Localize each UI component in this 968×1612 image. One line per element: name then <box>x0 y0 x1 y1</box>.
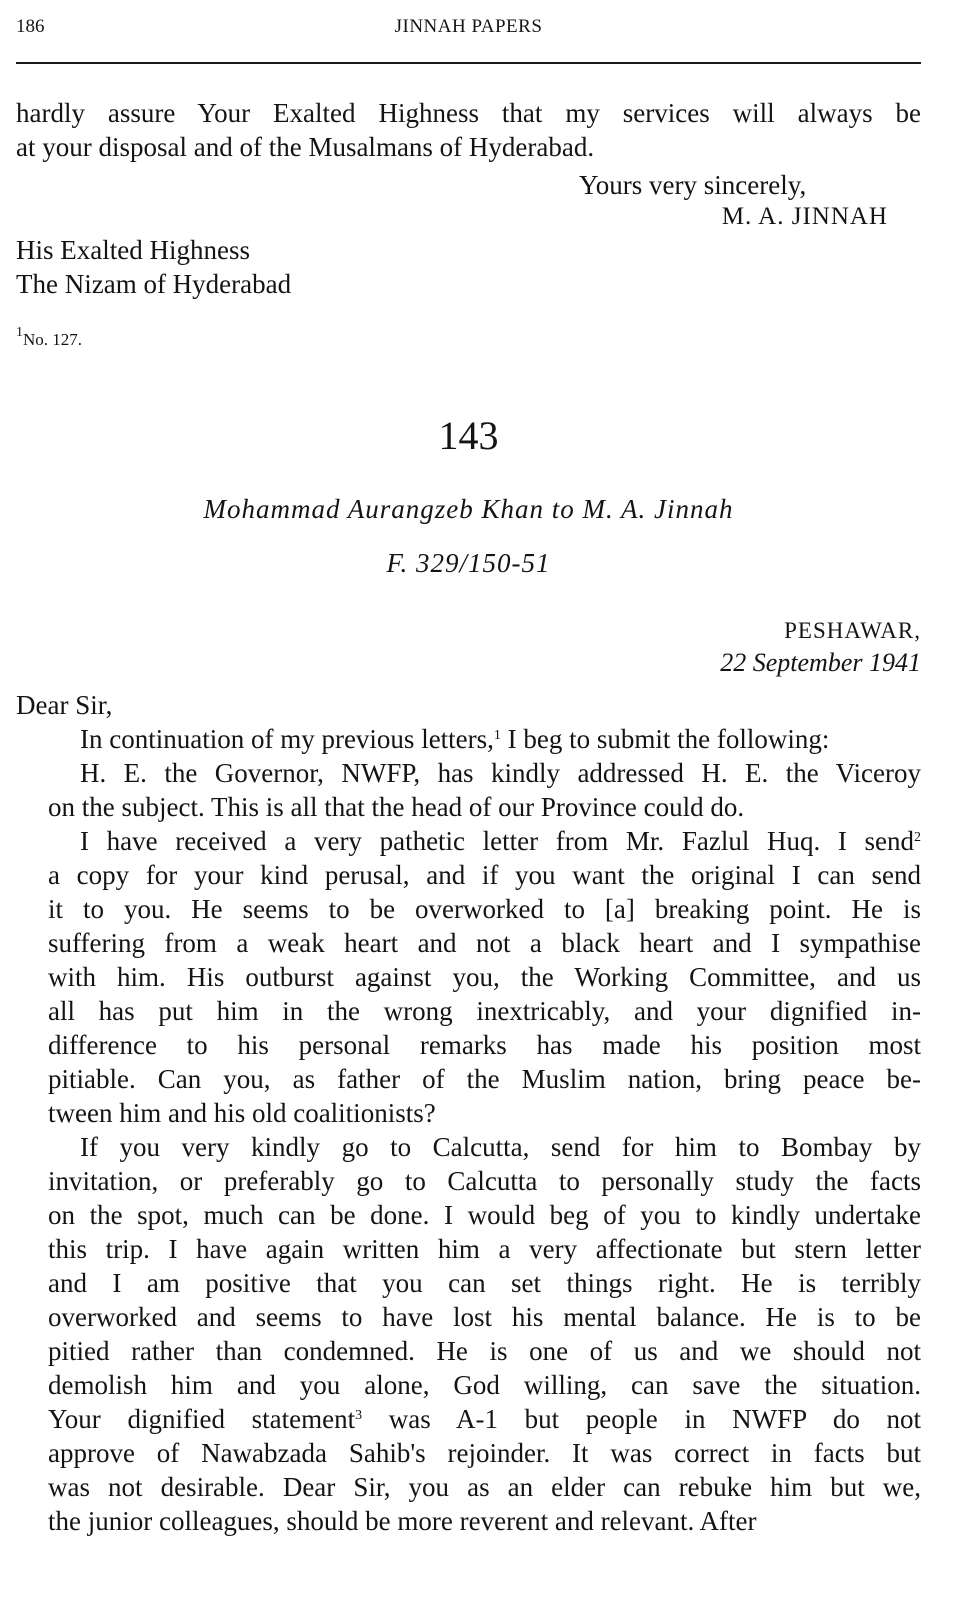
footnote-text: No. 127. <box>23 330 83 349</box>
text-segment: I beg to submit the following: <box>500 724 830 754</box>
text-segment: In continuation of my previous letters, <box>80 724 494 754</box>
addressee-line: The Nizam of Hyderabad <box>16 269 292 299</box>
file-reference: F. 329/150-51 <box>386 548 551 578</box>
text-line: at your disposal and of the Musalmans of Hyderabad. <box>16 132 595 162</box>
text-line <box>16 1028 921 1062</box>
text-line <box>16 1368 921 1402</box>
letter-paragraph <box>16 824 921 1130</box>
text-segment: pitiable. Can you, as father of the Muslim nation, bring peace be- <box>48 1064 921 1094</box>
text-segment: I have received a very pathetic letter from Mr. Fazlul Huq. I send <box>80 826 914 856</box>
footnote-reference: 1 <box>493 728 501 743</box>
header-rule <box>16 62 921 64</box>
footnote <box>16 325 83 350</box>
text-line <box>16 1232 921 1266</box>
text-line <box>16 824 921 858</box>
text-segment: pitied rather than condemned. He is one of us and we should not <box>48 1336 921 1366</box>
text-line <box>16 858 921 892</box>
text-segment: it to you. He seems to be overworked to [a] breaking point. He is <box>48 894 921 924</box>
text-segment: with him. His outburst against you, the Working Committee, and us <box>48 962 921 992</box>
text-line <box>16 1198 921 1232</box>
running-head <box>16 16 921 44</box>
text-line <box>16 722 921 756</box>
text-segment: was not desirable. Dear Sir, you as an elder can rebuke him but we, <box>48 1472 921 1502</box>
footnote-marker: 1 <box>16 325 23 340</box>
text-line <box>16 1300 921 1334</box>
page-number: 186 <box>16 16 45 37</box>
text-segment: on the subject. This is all that the head of our Province could do. <box>48 792 745 822</box>
text-segment: this trip. I have again written him a very affectionate but stern letter <box>48 1234 921 1264</box>
letter-paragraph <box>16 722 921 756</box>
addressee-block <box>16 233 921 301</box>
text-line <box>16 892 921 926</box>
text-segment: suffering from a weak heart and not a black heart and I sympathise <box>48 928 921 958</box>
text-segment: If you very kindly go to Calcutta, send for him to Bombay by <box>80 1132 921 1162</box>
salutation: Dear Sir, <box>16 690 113 720</box>
footnote-reference: 3 <box>355 1408 363 1423</box>
text-line <box>16 926 921 960</box>
letter-paragraph <box>16 756 921 824</box>
letter-paragraph <box>16 1130 921 1538</box>
text-segment: the junior colleagues, should be more reverent and relevant. After <box>48 1506 757 1536</box>
text-segment: tween him and his old coalitionists? <box>48 1098 436 1128</box>
text-line <box>16 756 921 790</box>
document-page <box>16 0 921 1612</box>
text-segment: demolish him and you alone, God willing, can save the situation. <box>48 1370 921 1400</box>
text-line: hardly assure Your Exalted Highness that my services will always be <box>16 98 921 128</box>
text-line <box>16 960 921 994</box>
text-segment: H. E. the Governor, NWFP, has kindly addressed H. E. the Viceroy <box>80 758 921 788</box>
date: 22 September 1941 <box>720 648 921 677</box>
text-segment: on the spot, much can be done. I would beg of you to kindly undertake <box>48 1200 921 1230</box>
text-segment: a copy for your kind perusal, and if you want the original I can send <box>48 860 921 890</box>
valediction: Yours very sincerely, <box>579 170 807 200</box>
text-line <box>16 1164 921 1198</box>
text-line <box>16 1130 921 1164</box>
text-segment: was A-1 but people in NWFP do not <box>362 1404 921 1434</box>
document-title: Mohammad Aurangzeb Khan to M. A. Jinnah <box>203 494 734 524</box>
text-line <box>16 994 921 1028</box>
text-segment: Your dignified statement <box>48 1404 356 1434</box>
text-line <box>16 1470 921 1504</box>
text-line <box>16 1096 921 1130</box>
text-segment: and I am positive that you can set things right. He is terribly <box>48 1268 921 1298</box>
running-title: JINNAH PAPERS <box>394 16 543 37</box>
addressee-line: His Exalted Highness <box>16 235 250 265</box>
place: PESHAWAR, <box>784 618 921 643</box>
text-line <box>16 1062 921 1096</box>
footnote-reference: 2 <box>914 830 921 845</box>
text-line <box>16 1266 921 1300</box>
text-line <box>16 1436 921 1470</box>
text-line <box>16 1504 921 1538</box>
previous-letter-closing <box>16 96 921 164</box>
text-segment: invitation, or preferably go to Calcutta to personally study the facts <box>48 1166 921 1196</box>
text-segment: approve of Nawabzada Sahib's rejoinder. It was correct in facts but <box>48 1438 921 1468</box>
text-line <box>16 1334 921 1368</box>
letter-body <box>16 722 921 1538</box>
text-segment: overworked and seems to have lost his mental balance. He is to be <box>48 1302 921 1332</box>
text-segment: all has put him in the wrong inextricably, and your dignified in- <box>48 996 921 1026</box>
document-number: 143 <box>438 413 499 458</box>
text-line <box>16 1402 921 1436</box>
text-line <box>16 790 921 824</box>
signature: M. A. JINNAH <box>721 203 888 230</box>
text-segment: difference to his personal remarks has made his position most <box>48 1030 921 1060</box>
